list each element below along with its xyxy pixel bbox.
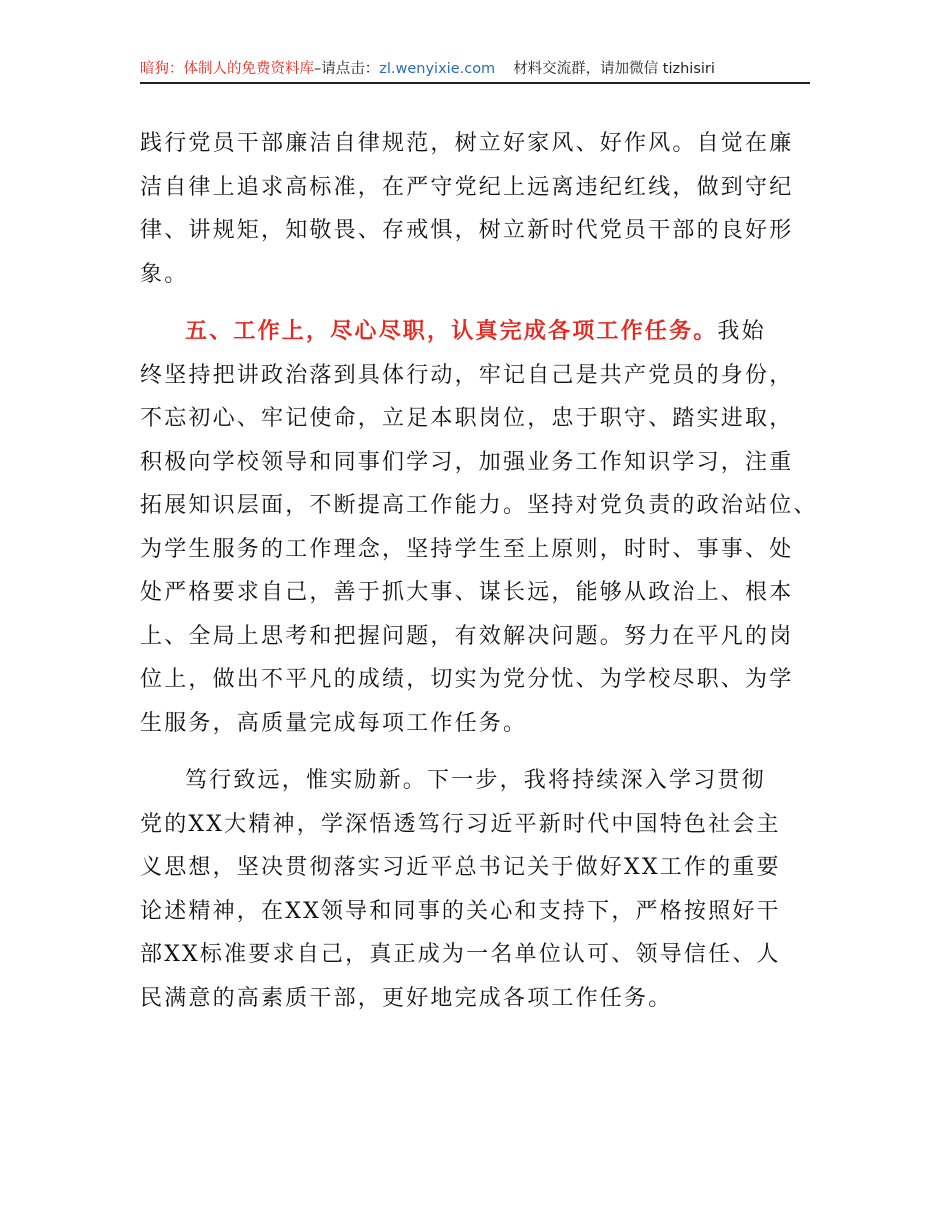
text-line: 笃行致远，惟实励新。下一步，我将持续深入学习贯彻 <box>185 768 766 793</box>
text-line: 洁自律上追求高标准，在严守党纪上远离违纪红线，做到守纪 <box>140 174 794 200</box>
text-line: 义思想，坚决贯彻落实习近平总书记关于做好XX工作的重要 <box>140 855 781 880</box>
header-contact: 材料交流群，请加微信 tizhisiri <box>513 61 715 77</box>
text-line: 积极向学校领导和同事们学习，加强业务工作知识学习，注重 <box>140 449 794 475</box>
header-link[interactable]: zl.wenyixie.com <box>379 61 496 77</box>
text-line: 象。 <box>140 261 189 287</box>
text-line: 民满意的高素质干部，更好地完成各项工作任务。 <box>140 985 673 1011</box>
header-brand: 暗狗：体制人的免费资料库 <box>140 61 314 77</box>
document-body <box>140 122 830 1020</box>
text-line: 不忘初心、牢记使命，立足本职岗位，忠于职守、踏实进取， <box>140 406 794 431</box>
text-line: 生服务，高质量完成每项工作任务。 <box>140 710 528 736</box>
paragraph-conclusion <box>140 759 830 1020</box>
text-line: 党的XX大精神，学深悟透笃行习近平新时代中国特色社会主 <box>140 811 781 837</box>
text-line: 上、全局上思考和把握问题，有效解决问题。努力在平凡的岗 <box>140 623 794 649</box>
text-line: 位上，做出不平凡的成绩，切实为党分忧、为学校尽职、为学 <box>140 667 794 692</box>
page-header <box>140 58 810 80</box>
text-line: 论述精神，在XX领导和同事的关心和支持下，严格按照好干 <box>140 898 781 924</box>
text-line: 五、工作上，尽心尽职，认真完成各项工作任务。我始 <box>185 319 766 344</box>
header-prompt: –请点击： <box>314 61 380 77</box>
section-heading: 五、工作上，尽心尽职，认真完成各项工作任务。 <box>185 319 718 344</box>
text-line: 部XX标准要求自己，真正成为一名单位认可、领导信任、人 <box>140 942 781 967</box>
text-line: 终坚持把讲政治落到具体行动，牢记自己是共产党员的身份， <box>140 362 794 388</box>
header-divider <box>140 82 810 84</box>
text-line: 律、讲规矩，知敬畏、存戒惧，树立新时代党员干部的良好形 <box>140 218 794 243</box>
paragraph-work <box>140 310 830 745</box>
text-line: 为学生服务的工作理念，坚持学生至上原则，时时、事事、处 <box>140 536 794 562</box>
text-line: 拓展知识层面，不断提高工作能力。坚持对党负责的政治站位、 <box>140 493 818 518</box>
text-line: 践行党员干部廉洁自律规范，树立好家风、好作风。自觉在廉 <box>140 131 794 156</box>
paragraph-integrity <box>140 122 830 296</box>
text-line: 处严格要求自己，善于抓大事、谋长远，能够从政治上、根本 <box>140 580 794 605</box>
